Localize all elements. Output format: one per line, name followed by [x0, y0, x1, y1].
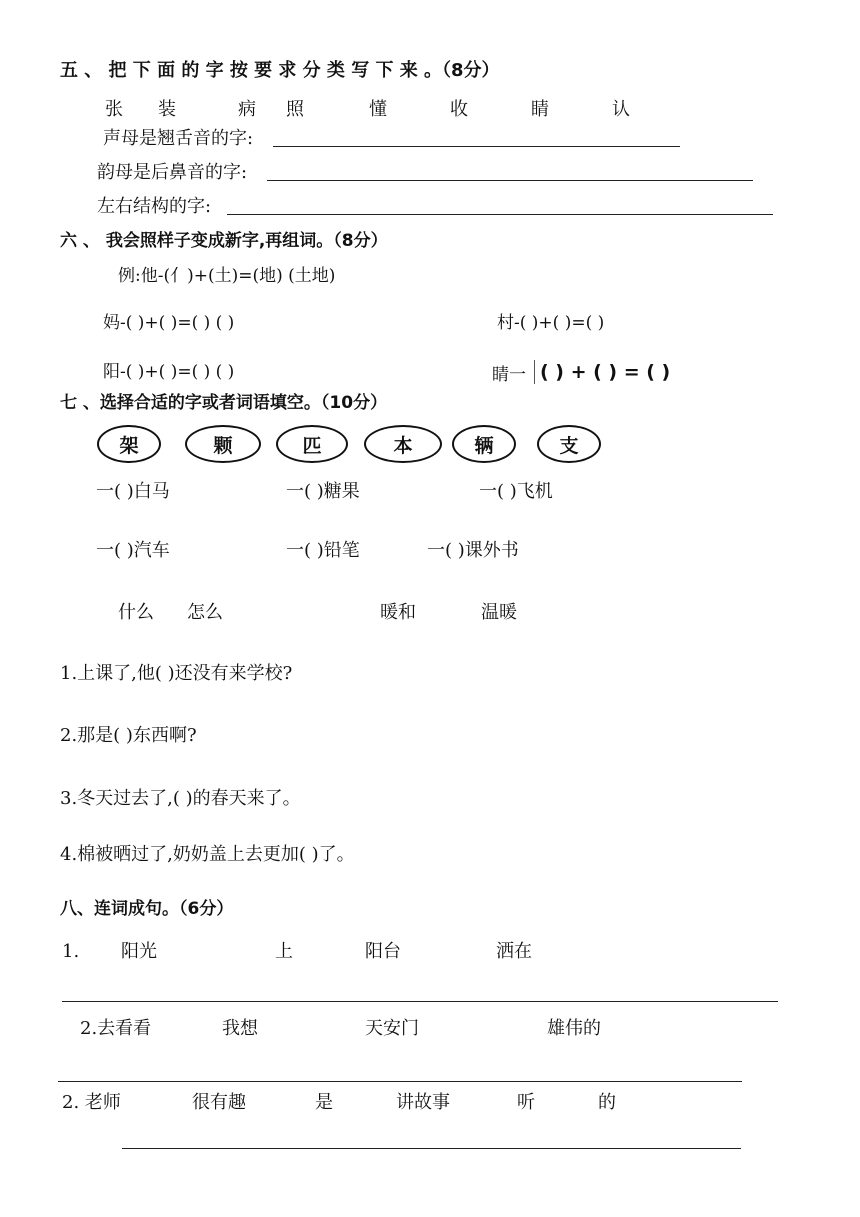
fill-item[interactable]: 一( )飞机	[479, 481, 553, 502]
word-token: 讲故事	[396, 1092, 450, 1113]
fill-item[interactable]: 妈-( )+( )=( ) ( )	[103, 313, 235, 333]
answer-line[interactable]	[227, 214, 773, 215]
option-circle[interactable]: 颗	[185, 425, 261, 463]
char-item: 张	[105, 99, 123, 120]
char-item: 收	[450, 99, 468, 120]
answer-line[interactable]	[122, 1148, 741, 1149]
word-token: 2. 老师	[62, 1092, 121, 1113]
char-item: 装	[158, 99, 176, 120]
word-token: 雄伟的	[547, 1018, 601, 1039]
option-circle[interactable]: 匹	[276, 425, 348, 463]
fill-item[interactable]: 阳-( )+( )=( ) ( )	[103, 362, 235, 382]
word-token: 听	[517, 1092, 535, 1113]
char-item: 认	[612, 99, 630, 120]
option-circle[interactable]: 架	[97, 425, 161, 463]
option-circle[interactable]: 支	[537, 425, 601, 463]
answer-line[interactable]	[267, 180, 753, 181]
word-token: 2.去看看	[80, 1018, 152, 1039]
sentence-item[interactable]: 1.上课了,他( )还没有来学校?	[60, 663, 293, 684]
fill-item[interactable]: 一( )汽车	[96, 540, 170, 561]
char-item: 病	[238, 99, 256, 120]
word-token: 阳光	[121, 941, 157, 962]
word-token: 很有趣	[192, 1092, 246, 1113]
answer-line[interactable]	[62, 1001, 778, 1002]
option-circle[interactable]: 本	[364, 425, 442, 463]
char-item: 懂	[369, 99, 387, 120]
word-token: 阳台	[365, 941, 401, 962]
option-circle[interactable]: 辆	[452, 425, 516, 463]
word-token: 我想	[222, 1018, 258, 1039]
fill-item[interactable]: 一( )白马	[96, 481, 170, 502]
question-label: 韵母是后鼻音的字:	[97, 162, 248, 183]
word-option: 暖和	[380, 602, 416, 623]
word-option: 怎么	[187, 602, 223, 623]
word-option: 什么	[118, 602, 154, 623]
word-token: 是	[315, 1092, 333, 1113]
word-token: 1.	[62, 941, 80, 962]
fill-item-prefix: 睛一	[492, 365, 526, 385]
char-item: 睛	[531, 99, 549, 120]
char-item: 照	[286, 99, 304, 120]
sentence-item[interactable]: 3.冬天过去了,( )的春天来了。	[60, 788, 301, 809]
answer-line[interactable]	[273, 146, 680, 147]
section8-title: 八、连词成句。（6分）	[60, 899, 234, 919]
word-token: 上	[275, 941, 293, 962]
fill-item[interactable]: 村-( )+( )=( )	[497, 313, 605, 333]
question-label: 左右结构的字:	[97, 196, 212, 217]
section5-title: 五 、 把 下 面 的 字 按 要 求 分 类 写 下 来 。（8分）	[60, 60, 500, 81]
word-option: 温暖	[481, 602, 517, 623]
section7-title: 七 、选择合适的字或者词语填空。（10分）	[60, 393, 388, 413]
fill-item[interactable]: 一( )糖果	[286, 481, 360, 502]
cursor-divider	[534, 360, 535, 384]
sentence-item[interactable]: 4.棉被晒过了,奶奶盖上去更加( )了。	[60, 844, 355, 865]
fill-item[interactable]: ( ) + ( ) = ( )	[540, 361, 671, 383]
section6-title: 六 、 我会照样子变成新字,再组词。（8分）	[60, 231, 388, 251]
answer-line[interactable]	[58, 1081, 742, 1082]
word-token: 洒在	[496, 941, 532, 962]
sentence-item[interactable]: 2.那是( )东西啊?	[60, 725, 197, 746]
example-line: 例:他-(亻)+(土)=(地) (土地)	[118, 266, 336, 286]
fill-item[interactable]: 一( )铅笔	[286, 540, 360, 561]
question-label: 声母是翘舌音的字:	[103, 128, 254, 149]
word-token: 的	[598, 1092, 616, 1113]
word-token: 天安门	[365, 1018, 419, 1039]
fill-item[interactable]: 一( )课外书	[427, 540, 519, 561]
